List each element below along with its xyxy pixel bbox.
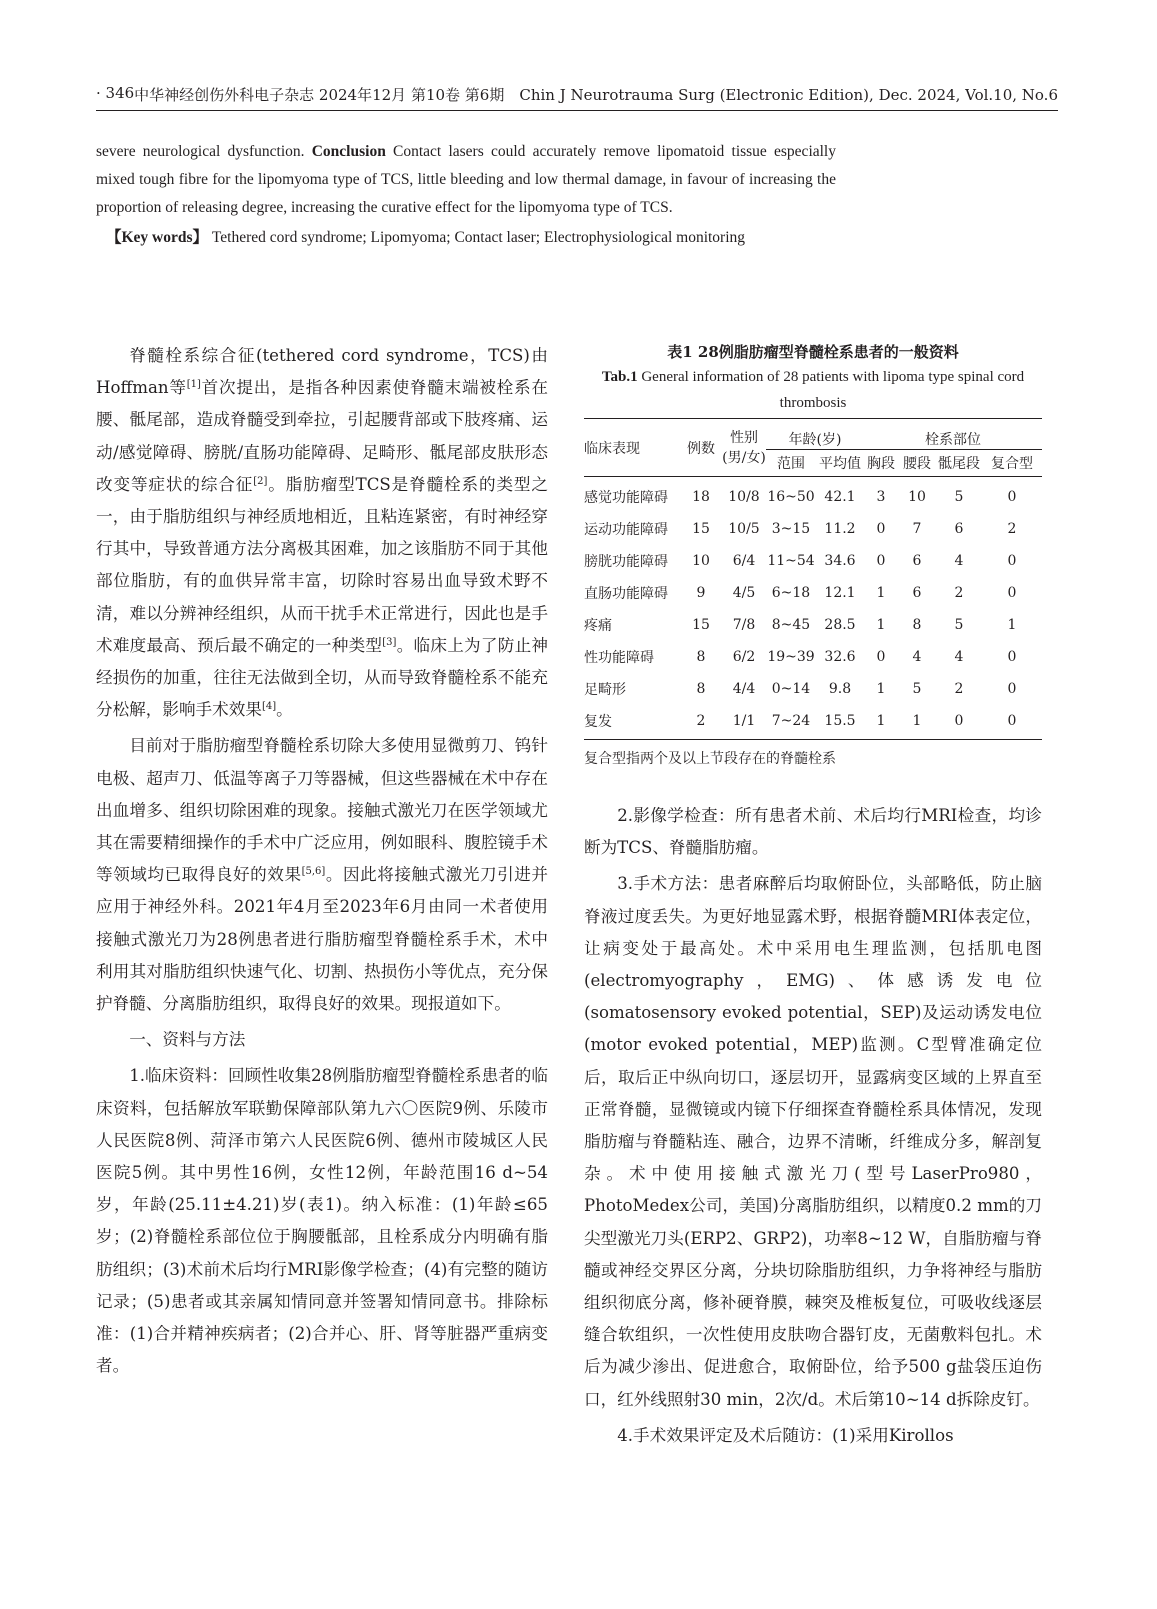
table-cell: 10/8 [728,489,760,505]
table-row [584,577,1042,609]
table-cell: 3~15 [771,521,811,537]
table-cell: 4 [912,649,922,665]
abstract-paragraph: severe neurological dysfunction. Conclusion Contact lasers could accurately remove lipomatoid tissue especially mixed tough fibre for the lipomyoma type of TCS, little bleeding and low thermal damage, in favour of increasing the proportion of releasing degree, increasing the curative effect for the lipomyoma type of TCS. [96,143,836,216]
col-age-mean: 平均值 [819,456,861,472]
table-cell: 1 [876,585,886,601]
table-cell: 1/1 [732,713,756,729]
table-cell: 运动功能障碍 [584,522,668,538]
table-cell: 0 [1007,489,1017,505]
table-cell: 复发 [584,714,612,730]
table-cell: 0 [1007,649,1017,665]
table-cell: 42.1 [824,489,856,505]
col-thoracic: 胸段 [867,456,895,472]
page-number: · 346 · [96,84,144,102]
col-cases: 例数 [687,440,715,457]
table-cell: 28.5 [824,617,856,633]
table-cell: 6 [954,521,964,537]
table-cell: 11.2 [824,521,856,537]
table-cell: 疼痛 [584,618,612,634]
table-1 [584,418,1042,768]
table-row [584,545,1042,577]
table-row [584,609,1042,641]
table-cell: 7/8 [732,617,756,633]
table-cell: 9 [696,585,706,601]
table-cell: 2 [954,585,964,601]
table-row [584,641,1042,673]
table-cell: 足畸形 [584,682,626,698]
table-caption-cn: 表1 28例脂肪瘤型脊髓栓系患者的一般资料 [667,343,959,361]
right-column [584,800,1042,1452]
keywords-line [96,224,836,252]
table-cell: 0~14 [771,681,811,697]
table-cell: 9.8 [828,681,852,697]
table-cell: 1 [876,713,886,729]
table-cell: 4/5 [732,585,756,601]
table-cell: 2 [954,681,964,697]
citation-ref: [4] [261,701,277,713]
table-cell: 0 [1007,553,1017,569]
table-row [584,513,1042,545]
intro-paragraph-2: 目前对于脂肪瘤型脊髓栓系切除大多使用显微剪刀、钨针电极、超声刀、低温等离子刀等器械，但这些器械在术中存在出血增多、组织切除困难的现象。接触式激光刀在医学领域尤其在需要精细操作的手术中广泛应用，例如眼科、腹腔镜手术等领域均已取得良好的效果[5,6]。因此将接触式激光刀引进并应用于神经外科。2021年4月至2023年6月由同一术者使用接触式激光刀为28例患者进行脂肪瘤型脊髓栓系手术，术中利用其对脂肪组织快速气化、切割、热损伤小等优点，充分保护脊髓、分离脂肪组织，取得良好的效果。现报道如下。 [96,736,549,1014]
clinical-data-paragraph: 1.临床资料：回顾性收集28例脂肪瘤型脊髓栓系患者的临床资料，包括解放军联勤保障部队第九六〇医院9例、乐陵市人民医院8例、菏泽市第六人民医院6例、德州市陵城区人民医院5例。其中男性16例，女性12例，年龄范围16 d~54岁，年龄(25.11±4.21)岁(表1)。纳入标准：(1)年龄≤65岁；(2)脊髓栓系部位位于胸腰骶部，且栓系成分内明确有脂肪组织；(3)术前术后均行MRI影像学检查；(4)有完整的随访记录；(5)患者或其亲属知情同意并签署知情同意书。排除标准：(1)合并精神疾病者；(2)合并心、肝、肾等脏器严重病变者。 [96,1066,548,1376]
citation-ref: [3] [382,636,397,648]
table-cell: 10 [692,553,710,569]
table-row [584,673,1042,705]
imaging-paragraph: 2.影像学检查：所有患者术前、术后均行MRI检查，均诊断为TCS、脊髓脂肪瘤。 [584,806,1042,858]
table-cell: 11~54 [767,553,815,569]
table-cell: 4/4 [732,681,756,697]
table-cell: 6 [912,585,922,601]
table-cell: 19~39 [767,649,815,665]
table-cell: 8 [696,681,706,697]
table-cell: 15 [692,617,710,633]
keywords-label: 【Key words】 [106,229,209,246]
table-cell: 直肠功能障碍 [584,586,668,602]
citation-ref: [2] [253,475,268,487]
table-cell: 0 [1007,585,1017,601]
table-cell: 性功能障碍 [584,650,654,666]
conclusion-label: Conclusion [311,143,386,160]
followup-paragraph: 4.手术效果评定及术后随访：(1)采用Kirollos [617,1425,954,1445]
table-cell: 4 [954,649,964,665]
journal-citation: 中华神经创伤外科电子杂志 2024年12月 第10卷 第6期 Chin J Neurotrauma Surg (Electronic Edition), Dec. 2024, Vol.10, No.6 [134,86,1058,104]
table-cell: 8~45 [771,617,811,633]
table-cell: 1 [912,713,922,729]
table-caption-en: Tab.1 General information of 28 patients with lipoma type spinal cord thrombosis [601,369,1025,411]
left-column [96,340,548,1383]
col-sacral: 骶尾段 [938,456,980,472]
col-age: 年龄(岁) [766,419,864,450]
abstract-block [96,138,836,252]
citation-ref: [5,6] [301,866,326,878]
table-cell: 膀胱功能障碍 [584,554,668,570]
col-compound: 复合型 [991,456,1033,472]
table-cell: 2 [1007,521,1017,537]
table-cell: 6~18 [771,585,811,601]
table-cell: 15 [692,521,710,537]
table-cell: 7 [912,521,922,537]
citation-ref: [1] [186,379,201,391]
table-cell: 6/4 [732,553,756,569]
col-lumbar: 腰段 [903,456,931,472]
table-cell: 2 [696,713,706,729]
table-cell: 34.6 [824,553,856,569]
table-cell: 18 [692,489,710,505]
table-cell: 0 [876,521,886,537]
col-site: 栓系部位 [864,419,1042,450]
table-cell: 1 [876,617,886,633]
table-cell: 0 [1007,681,1017,697]
table-cell: 0 [876,649,886,665]
table-cell: 10 [908,489,926,505]
table-cell: 0 [1007,713,1017,729]
table-bottom-rule [584,739,1042,740]
table-cell: 6/2 [732,649,756,665]
table-cell: 1 [1007,617,1017,633]
table-cell: 5 [954,489,964,505]
table-cell: 1 [876,681,886,697]
running-header [96,80,1058,108]
intro-paragraph-1: 脊髓栓系综合征(tethered cord syndrome，TCS)由Hoffman等[1]首次提出，是指各种因素使脊髓末端被栓系在腰、骶尾部，造成脊髓受到牵拉，引起腰背部或下肢疼痛、运动/感觉障碍、膀胱/直肠功能障碍、足畸形、骶尾部皮肤形态改变等症状的综合征[2]。脂肪瘤型TCS是脊髓栓系的类型之一，由于脂肪组织与神经质地相近，且粘连紧密，有时神经穿行其中，导致普通方法分离极其困难，加之该脂肪不同于其他部位脂肪，有的血供异常丰富，切除时容易出血导致术野不清，难以分辨神经组织，从而干扰手术正常进行，因此也是手术难度最高、预后最不确定的一种类型[3]。临床上为了防止神经损伤的加重，往往无法做到全切，从而导致脊髓栓系不能充分松解，影响手术效果[4]。 [96,346,549,720]
surgery-paragraph: 3.手术方法：患者麻醉后均取俯卧位，头部略低，防止脑脊液过度丢失。为更好地显露术野，根据脊髓MRI体表定位，让病变处于最高处。术中采用电生理监测，包括肌电图(electromyography，EMG)、体感诱发电位(somatosensory evoked potential，SEP)及运动诱发电位(motor evoked potential，MEP)监测。C型臂准确定位后，取后正中纵向切口，逐层切开，显露病变区域的上界直至正常脊髓，显微镜或内镜下仔细探查脊髓栓系具体情况，发现脂肪瘤与脊髓粘连、融合，边界不清晰，纤维成分多，解剖复杂。术中使用接触式激光刀(型号LaserPro980，PhotoMedex公司，美国)分离脂肪组织，以精度0.2 mm的刀尖型激光刀头(ERP2、GRP2)，功率8~12 W，自脂肪瘤与脊髓或神经交界区分离，分块切除脂肪组织，力争将神经与脂肪组织彻底分离，修补硬脊膜，棘突及椎板复位，可吸收线逐层缝合软组织，一次性使用皮肤吻合器钉皮，无菌敷料包扎。术后为减少渗出、促进愈合，取俯卧位，给予500 g盐袋压迫伤口，红外线照射30 min，2次/d。术后第10~14 d拆除皮钉。 [584,874,1042,1409]
table-cell: 4 [954,553,964,569]
col-clinical: 临床表现 [584,440,640,457]
keywords-text: Tethered cord syndrome; Lipomyoma; Contact laser; Electrophysiological monitoring [208,229,746,246]
table-cell: 12.1 [824,585,856,601]
table-caption [584,340,1042,416]
table-cell: 5 [912,681,922,697]
table-cell: 32.6 [824,649,856,665]
table-row [584,477,1042,514]
table-cell: 7~24 [771,713,811,729]
col-sex: 性别 (男/女) [722,429,766,466]
section-heading: 一、资料与方法 [129,1030,246,1050]
table-note: 复合型指两个及以上节段存在的脊髓栓系 [584,751,836,767]
table-cell: 8 [912,617,922,633]
table-cell: 10/5 [728,521,760,537]
table-cell: 3 [876,489,886,505]
table-row [584,705,1042,737]
table-cell: 16~50 [767,489,815,505]
table-cell: 15.5 [824,713,856,729]
table-cell: 6 [912,553,922,569]
table-cell: 8 [696,649,706,665]
table-cell: 0 [876,553,886,569]
header-rule [96,110,1058,111]
table-cell: 0 [954,713,964,729]
table-cell: 5 [954,617,964,633]
table-cell: 感觉功能障碍 [584,490,668,506]
col-age-range: 范围 [777,456,805,472]
